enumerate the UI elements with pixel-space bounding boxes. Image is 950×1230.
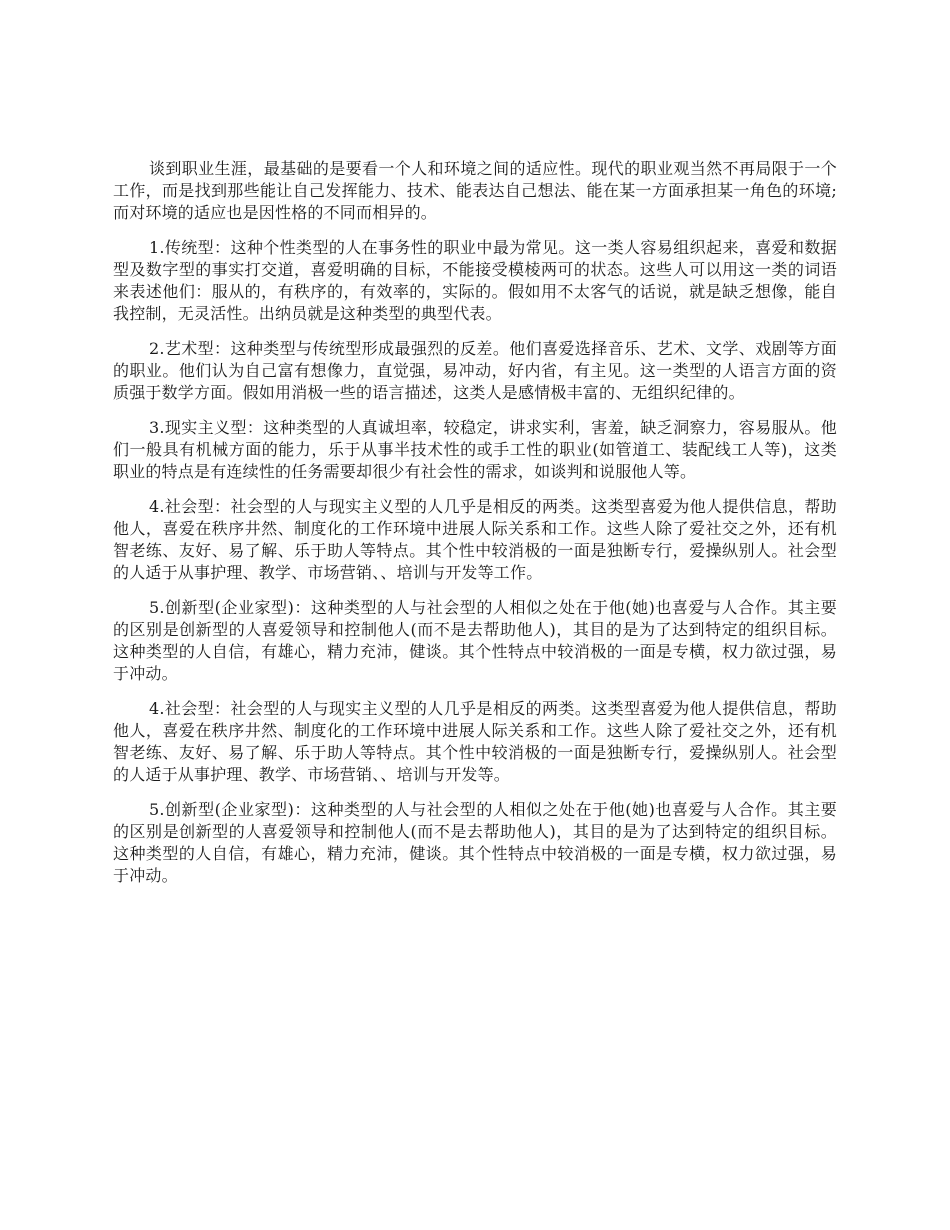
social-type-paragraph: 4.社会型：社会型的人与现实主义型的人几乎是相反的两类。这类型喜爱为他人提供信息，帮助他人，喜爱在秩序井然、制度化的工作环境中进展人际关系和工作。这些人除了爱社交之外，还有机智老练、友好、易了解、乐于助人等特点。其个性中较消极的一面是独断专行，爱操纵别人。社会型的人适于从事护理、教学、市场营销、、培训与开发等工作。 (113, 497, 837, 582)
enterprising-type-paragraph-repeat: 5.创新型(企业家型)：这种类型的人与社会型的人相似之处在于他(她)也喜爱与人合作。其主要的区别是创新型的人喜爱领导和控制他人(而不是去帮助他人)，其目的是为了达到特定的组织目标。这种类型的人自信，有雄心，精力充沛，健谈。其个性特点中较消极的一面是专横，权力欲过强，易于冲动。 (113, 800, 837, 885)
document-page (113, 158, 837, 900)
conventional-type-paragraph: 1.传统型：这种个性类型的人在事务性的职业中最为常见。这一类人容易组织起来，喜爱和数据型及数字型的事实打交道，喜爱明确的目标，不能接受模棱两可的状态。这些人可以用这一类的词语来表述他们：服从的，有秩序的，有效率的，实际的。假如用不太客气的话说，就是缺乏想像，能自我控制，无灵活性。出纳员就是这种类型的典型代表。 (113, 238, 837, 323)
realistic-type-paragraph: 3.现实主义型：这种类型的人真诚坦率，较稳定，讲求实利，害羞，缺乏洞察力，容易服从。他们一般具有机械方面的能力，乐于从事半技术性的或手工性的职业(如管道工、装配线工人等)，这类职业的特点是有连续性的任务需要却很少有社会性的需求，如谈判和说服他人等。 (113, 418, 837, 481)
social-type-paragraph-repeat: 4.社会型：社会型的人与现实主义型的人几乎是相反的两类。这类型喜爱为他人提供信息，帮助他人，喜爱在秩序井然、制度化的工作环境中进展人际关系和工作。这些人除了爱社交之外，还有机智老练、友好、易了解、乐于助人等特点。其个性中较消极的一面是独断专行，爱操纵别人。社会型的人适于从事护理、教学、市场营销、、培训与开发等。 (113, 699, 837, 784)
artistic-type-paragraph: 2.艺术型：这种类型与传统型形成最强烈的反差。他们喜爱选择音乐、艺术、文学、戏剧等方面的职业。他们认为自己富有想像力，直觉强，易冲动，好内省，有主见。这一类型的人语言方面的资质强于数学方面。假如用消极一些的语言描述，这类人是感情极丰富的、无组织纪律的。 (113, 339, 837, 402)
intro-paragraph: 谈到职业生涯，最基础的是要看一个人和环境之间的适应性。现代的职业观当然不再局限于一个工作，而是找到那些能让自己发挥能力、技术、能表达自己想法、能在某一方面承担某一角色的环境;而对环境的适应也是因性格的不同而相异的。 (113, 159, 837, 222)
enterprising-type-paragraph: 5.创新型(企业家型)：这种类型的人与社会型的人相似之处在于他(她)也喜爱与人合作。其主要的区别是创新型的人喜爱领导和控制他人(而不是去帮助他人)，其目的是为了达到特定的组织目标。这种类型的人自信，有雄心，精力充沛，健谈。其个性特点中较消极的一面是专横，权力欲过强，易于冲动。 (113, 598, 837, 683)
